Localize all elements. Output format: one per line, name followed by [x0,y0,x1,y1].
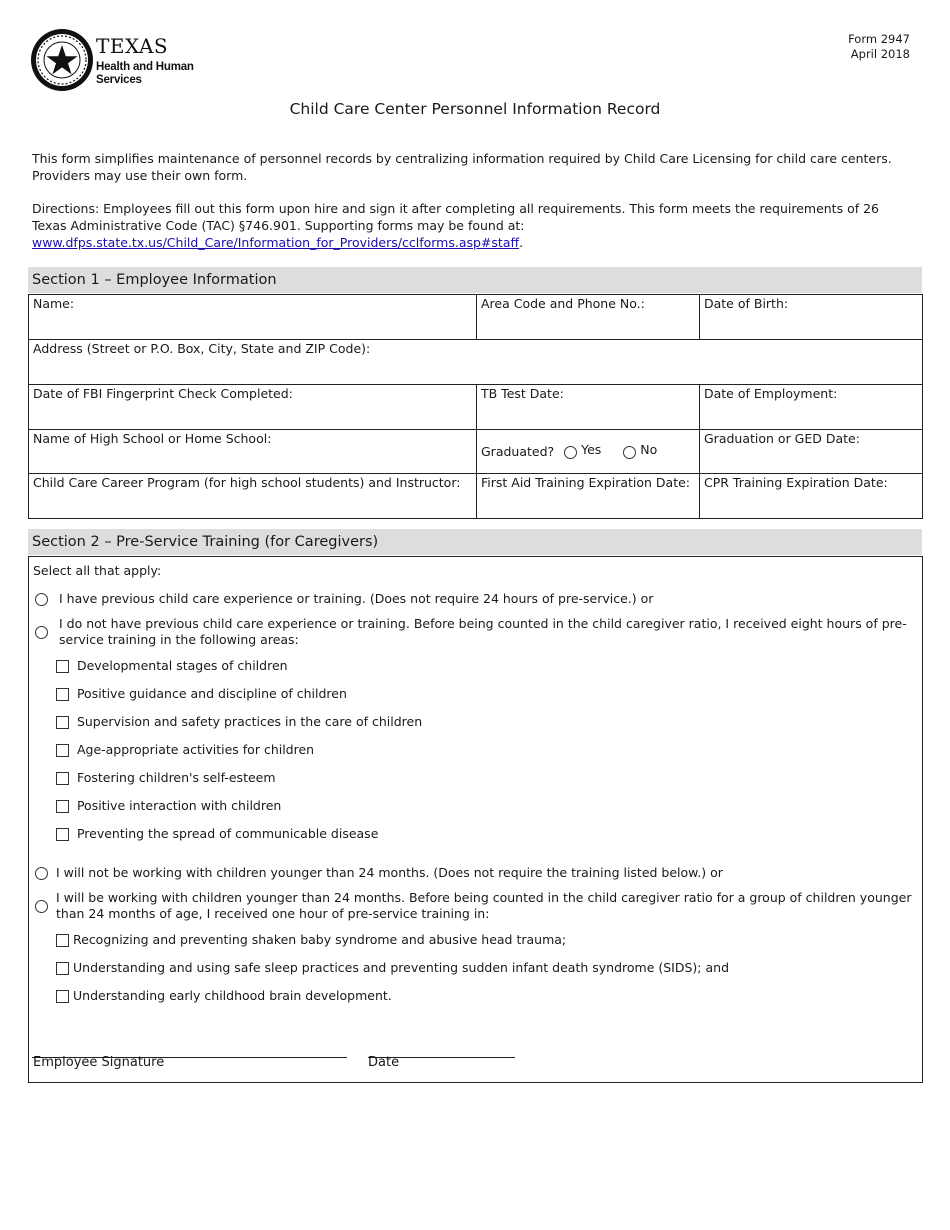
section2-heading: Section 2 – Pre-Service Training (for Caregivers) [28,529,922,555]
training-area-item [56,658,288,674]
graduated-field [476,430,699,473]
directions-paragraph [32,200,912,251]
form-number: Form 2947 [848,32,910,46]
info-row-1 [29,295,922,340]
logo-subtitle-line2: Services [96,74,142,86]
employment-field[interactable] [699,385,922,429]
training-area-label: Age-appropriate activities for children [76,742,315,757]
fbi-field[interactable] [29,385,476,429]
training-area-item [56,742,314,758]
training-area-item [56,826,378,842]
training-area-label: Preventing the spread of communicable disease [76,826,379,841]
info-row-4 [29,430,922,474]
training-area-label: Supervision and safety practices in the care of children [76,714,423,729]
training-area-checkbox[interactable] [56,688,69,701]
option4-text: I will be working with children younger than 24 months. Before being counted in the child caregiver ratio for a group of children younger than 24 months of age, I received one hour of pre-service training in: [56,890,912,921]
career-label: Child Care Career Program (for high school students) and Instructor: [33,475,461,490]
info-row-3 [29,385,922,430]
career-field[interactable] [29,474,476,518]
infant-training-item [56,988,392,1004]
training-area-checkbox[interactable] [56,744,69,757]
tb-field[interactable] [476,385,699,429]
employment-label: Date of Employment: [704,386,838,401]
option4-radio[interactable] [35,900,48,913]
phone-field[interactable] [476,295,699,339]
graduated-label: Graduated? [481,444,555,459]
training-area-checkbox[interactable] [56,772,69,785]
infant-training-label: Understanding and using safe sleep practices and preventing sudden infant death syndrome (SIDS); and [73,960,730,975]
option1-text: I have previous child care experience or training. (Does not require 24 hours of pre-service.) or [59,591,654,606]
option3-radio[interactable] [35,867,48,880]
option2-text: I do not have previous child care experience or training. Before being counted in the child caregiver ratio, I received eight hours of pre-service training in the following areas: [59,616,907,647]
training-area-checkbox[interactable] [56,800,69,813]
form-number-block [848,32,910,62]
ged-field[interactable] [699,430,922,473]
fbi-label: Date of FBI Fingerprint Check Completed: [33,386,293,401]
training-area-item [56,798,281,814]
employee-info-grid [28,294,923,519]
option2-radio[interactable] [35,626,48,639]
graduated-no-label: No [640,442,658,457]
training-area-label: Fostering children's self-esteem [76,770,276,785]
info-row-2 [29,340,922,385]
option1-radio[interactable] [35,593,48,606]
dob-field[interactable] [699,295,922,339]
address-label: Address (Street or P.O. Box, City, State and ZIP Code): [33,341,371,356]
cpr-label: CPR Training Expiration Date: [704,475,888,490]
address-field[interactable] [29,340,922,384]
hhs-logo [30,28,200,94]
training-area-checkbox[interactable] [56,660,69,673]
school-field[interactable] [29,430,476,473]
training-area-item [56,714,422,730]
school-label: Name of High School or Home School: [33,431,272,446]
form-date: April 2018 [850,47,910,61]
name-label: Name: [33,296,75,311]
infant-training-checkbox[interactable] [56,962,69,975]
training-area-label: Developmental stages of children [76,658,288,673]
infant-training-label: Understanding early childhood brain development. [73,988,392,1003]
option3-text: I will not be working with children younger than 24 months. (Does not require the training listed below.) or [56,865,723,880]
infant-training-item [56,960,729,976]
infant-training-checkbox[interactable] [56,990,69,1003]
page-title: Child Care Center Personnel Information Record [289,100,661,118]
training-area-checkbox[interactable] [56,828,69,841]
supporting-forms-link[interactable]: www.dfps.state.tx.us/Child_Care/Information_for_Providers/cclforms.asp#staff [32,235,520,250]
directions-text: Directions: Employees fill out this form upon hire and sign it after completing all requirements. This form meets the requirements of 26 Texas Administrative Code (TAC) §746.901. Supporting forms may be found at: [32,201,879,233]
directions-end: . [519,235,524,250]
training-area-label: Positive guidance and discipline of children [76,686,347,701]
phone-label: Area Code and Phone No.: [481,296,645,311]
training-area-label: Positive interaction with children [76,798,282,813]
infant-training-label: Recognizing and preventing shaken baby syndrome and abusive head trauma; [73,932,567,947]
tb-label: TB Test Date: [481,386,564,401]
section1-heading: Section 1 – Employee Information [28,267,922,293]
training-area-item [56,770,276,786]
first-aid-field[interactable] [476,474,699,518]
texas-seal-icon [30,28,94,92]
infant-training-item [56,932,566,948]
logo-subtitle-line1: Health and Human [96,61,194,73]
training-area-item [56,686,347,702]
graduated-yes-label: Yes [581,442,602,457]
pre-service-training-box [28,556,923,1083]
select-all-label: Select all that apply: [33,563,162,578]
intro-paragraph: This form simplifies maintenance of personnel records by centralizing information required by Child Care Licensing for child care centers. Providers may use their own form. [32,151,892,183]
info-row-5 [29,474,922,518]
graduated-no-radio[interactable] [623,446,636,459]
training-area-checkbox[interactable] [56,716,69,729]
dob-label: Date of Birth: [704,296,789,311]
logo-title: TEXAS [96,34,169,58]
first-aid-label: First Aid Training Expiration Date: [481,475,691,490]
infant-training-checkbox[interactable] [56,934,69,947]
cpr-field[interactable] [699,474,922,518]
ged-label: Graduation or GED Date: [704,431,860,446]
date-label: Date [368,1055,400,1070]
logo-subtitle [96,61,194,87]
graduated-yes-radio[interactable] [564,446,577,459]
signature-label: Employee Signature [33,1055,165,1070]
name-field[interactable] [29,295,476,339]
